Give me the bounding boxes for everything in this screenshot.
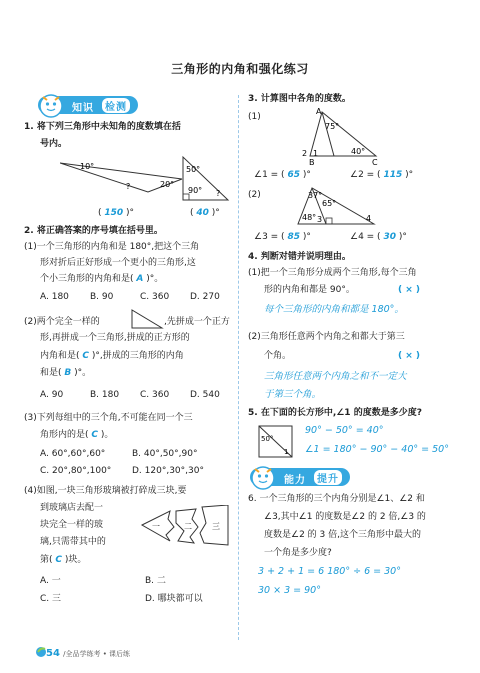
q2-p4-l5: 第( C )块。 [40, 555, 87, 565]
q1-line2: 号内。 [40, 139, 68, 149]
q2-p1-opt-b: B. 90 [90, 292, 114, 302]
svg-text:?: ? [216, 189, 221, 198]
q2-p4-l4: 璃,只需带其中的 [40, 537, 106, 547]
q2-p4-opt-b: B. 二 [145, 576, 166, 586]
q1-line1: 1. 将下列三角形中未知角的度数填在括 [24, 122, 181, 132]
q2-p2-l3: 内角和是( C )°,拼成的三角形的内角 [40, 351, 184, 361]
q2-p2-opt-d: D. 540 [190, 390, 220, 400]
svg-text:20°: 20° [160, 180, 175, 189]
q2-p3-opt-b: B. 40°,50°,90° [132, 449, 198, 459]
svg-text:C: C [372, 158, 378, 166]
q3-answer-3: ∠3 = ( 85 )° [254, 232, 311, 242]
footer [46, 648, 130, 659]
svg-text:3: 3 [317, 215, 323, 224]
q3-answer-2: ∠2 = ( 115 )° [350, 170, 414, 180]
q2-p1-opt-a: A. 180 [40, 292, 69, 302]
q6-work-2: 30 × 3 = 90° [258, 585, 321, 596]
q2-p1-opt-d: D. 270 [190, 292, 220, 302]
svg-text:10°: 10° [80, 162, 95, 171]
q5-work-1: 90° − 50° = 40° [305, 425, 384, 436]
q4-p2-reason1: 三角形任意两个内角之和不一定大 [264, 371, 407, 382]
section-label-a: 知识 [72, 103, 94, 114]
q3-answer-4: ∠4 = ( 30 )° [350, 232, 407, 242]
q2-p2-opt-a: A. 90 [40, 390, 64, 400]
svg-text:二: 二 [184, 522, 192, 531]
q3-p1-triangle [290, 108, 390, 166]
q2-p4-l2: 到玻璃店去配一 [40, 503, 104, 513]
q2-p3-l2: 角形内的是( C )。 [40, 430, 114, 440]
svg-text:37°: 37° [308, 191, 323, 200]
q2-p4-opt-c: C. 三 [40, 594, 62, 604]
q4-p1-l1: (1)把一个三角形分成两个三角形,每个三角 [248, 268, 417, 278]
q2-p1-l3: 个小三角形的内角和是( A )°。 [40, 274, 164, 284]
q2-p4-l1: (4)如图,一块三角形玻璃被打碎成三块,要 [24, 486, 187, 496]
q5-work-2: ∠1 = 180° − 90° − 40° = 50° [305, 444, 449, 455]
q2-p1-l1: (1)一个三角形的内角和是 180°,把这个三角 [24, 242, 200, 252]
q2-p4-l3: 块完全一样的玻 [40, 520, 104, 530]
q2-p2-l4: 和是( B )°。 [40, 368, 92, 378]
section-label-a: 能力 [284, 475, 306, 486]
mascot-icon [250, 464, 280, 490]
q3-head: 3. 计算图中各角的度数。 [248, 94, 351, 104]
q2-p2-opt-b: B. 180 [90, 390, 120, 400]
svg-text:1: 1 [284, 448, 289, 456]
svg-text:4: 4 [366, 214, 372, 223]
svg-text:三: 三 [212, 522, 220, 531]
q4-p2-mark: ( × ) [398, 351, 421, 361]
q2-p2-l1b: ,先拼成一个正方 [164, 317, 230, 327]
svg-text:50°: 50° [186, 165, 201, 174]
svg-text:B: B [309, 158, 315, 166]
q2-p3-opt-a: A. 60°,60°,60° [40, 449, 106, 459]
q2-p2-l2: 形,再拼成一个三角形,拼成的正方形的 [40, 333, 190, 343]
q3-p2-triangle [290, 186, 380, 228]
svg-text:40°: 40° [351, 147, 366, 156]
svg-text:1: 1 [313, 149, 319, 158]
q4-head: 4. 判断对错并说明理由。 [248, 252, 351, 262]
column-divider [238, 95, 239, 640]
svg-text:90°: 90° [188, 186, 203, 195]
svg-text:2: 2 [302, 149, 308, 158]
svg-text:50°: 50° [261, 435, 274, 443]
q1-answer-2: ( 40 )° [190, 208, 220, 218]
q1-answer-1: ( 150 )° [98, 208, 135, 218]
q5-head: 5. 在下面的长方形中,∠1 的度数是多少度? [248, 408, 422, 418]
book-name: /全品学练考 • 课后练 [63, 650, 131, 658]
page-title: 三角形的内角和强化练习 [171, 62, 309, 76]
svg-text:一: 一 [152, 522, 160, 531]
page-number: 54 [46, 648, 60, 659]
q6-l2: ∠3,其中∠1 的度数是∠2 的 2 倍,∠3 的 [264, 512, 426, 522]
q2-p1-opt-c: C. 360 [140, 292, 170, 302]
q2-p4-opt-d: D. 哪块都可以 [145, 594, 203, 604]
q4-p1-l2: 形的内角和都是 90°。 [264, 285, 355, 295]
section-header-ability [250, 468, 350, 486]
q2-p3-opt-c: C. 20°,80°,100° [40, 466, 112, 476]
section-label-b: 检测 [102, 98, 130, 113]
q4-p2-reason2: 于第三个角。 [264, 389, 322, 400]
svg-text:A: A [316, 108, 322, 116]
svg-text:75°: 75° [325, 122, 340, 131]
q2-p2-l1a: (2)两个完全一样的 [24, 317, 100, 327]
svg-text:65°: 65° [322, 199, 337, 208]
q6-l1: 6. 一个三角形的三个内角分别是∠1、∠2 和 [248, 494, 425, 504]
svg-text:48°: 48° [302, 213, 317, 222]
q2-p3-l1: (3)下列每组中的三个角,不可能在同一个三 [24, 413, 193, 423]
right-triangle-icon [130, 308, 166, 330]
q3-answer-1: ∠1 = ( 65 )° [254, 170, 311, 180]
mascot-icon [38, 92, 68, 118]
q6-work-1: 3 + 2 + 1 = 6 180° ÷ 6 = 30° [258, 566, 401, 577]
q3-p1-label: (1) [248, 112, 261, 122]
broken-glass-figure [140, 505, 232, 547]
q1-figures [60, 155, 230, 205]
q5-rectangle [258, 425, 294, 459]
q4-p1-reason: 每个三角形的内角和都是 180°。 [264, 304, 404, 315]
q2-p2-opt-c: C. 360 [140, 390, 170, 400]
q2-p4-opt-a: A. 一 [40, 576, 61, 586]
q2-head: 2. 将正确答案的序号填在括号里。 [24, 226, 163, 236]
svg-text:?: ? [126, 182, 131, 191]
q4-p2-l1: (2)三角形任意两个内角之和都大于第三 [248, 332, 405, 342]
q2-p1-l2: 形对折后正好形成一个更小的三角形,这 [40, 258, 196, 268]
section-header-knowledge [38, 96, 138, 114]
q4-p1-mark: ( × ) [398, 285, 421, 295]
q6-l4: 一个角是多少度? [264, 548, 332, 558]
q3-p2-label: (2) [248, 190, 261, 200]
q2-p3-opt-d: D. 120°,30°,30° [132, 466, 204, 476]
section-label-b: 提升 [314, 470, 342, 485]
q4-p2-l2: 个角。 [264, 351, 292, 361]
q6-l3: 度数是∠2 的 3 倍,这个三角形中最大的 [264, 530, 421, 540]
